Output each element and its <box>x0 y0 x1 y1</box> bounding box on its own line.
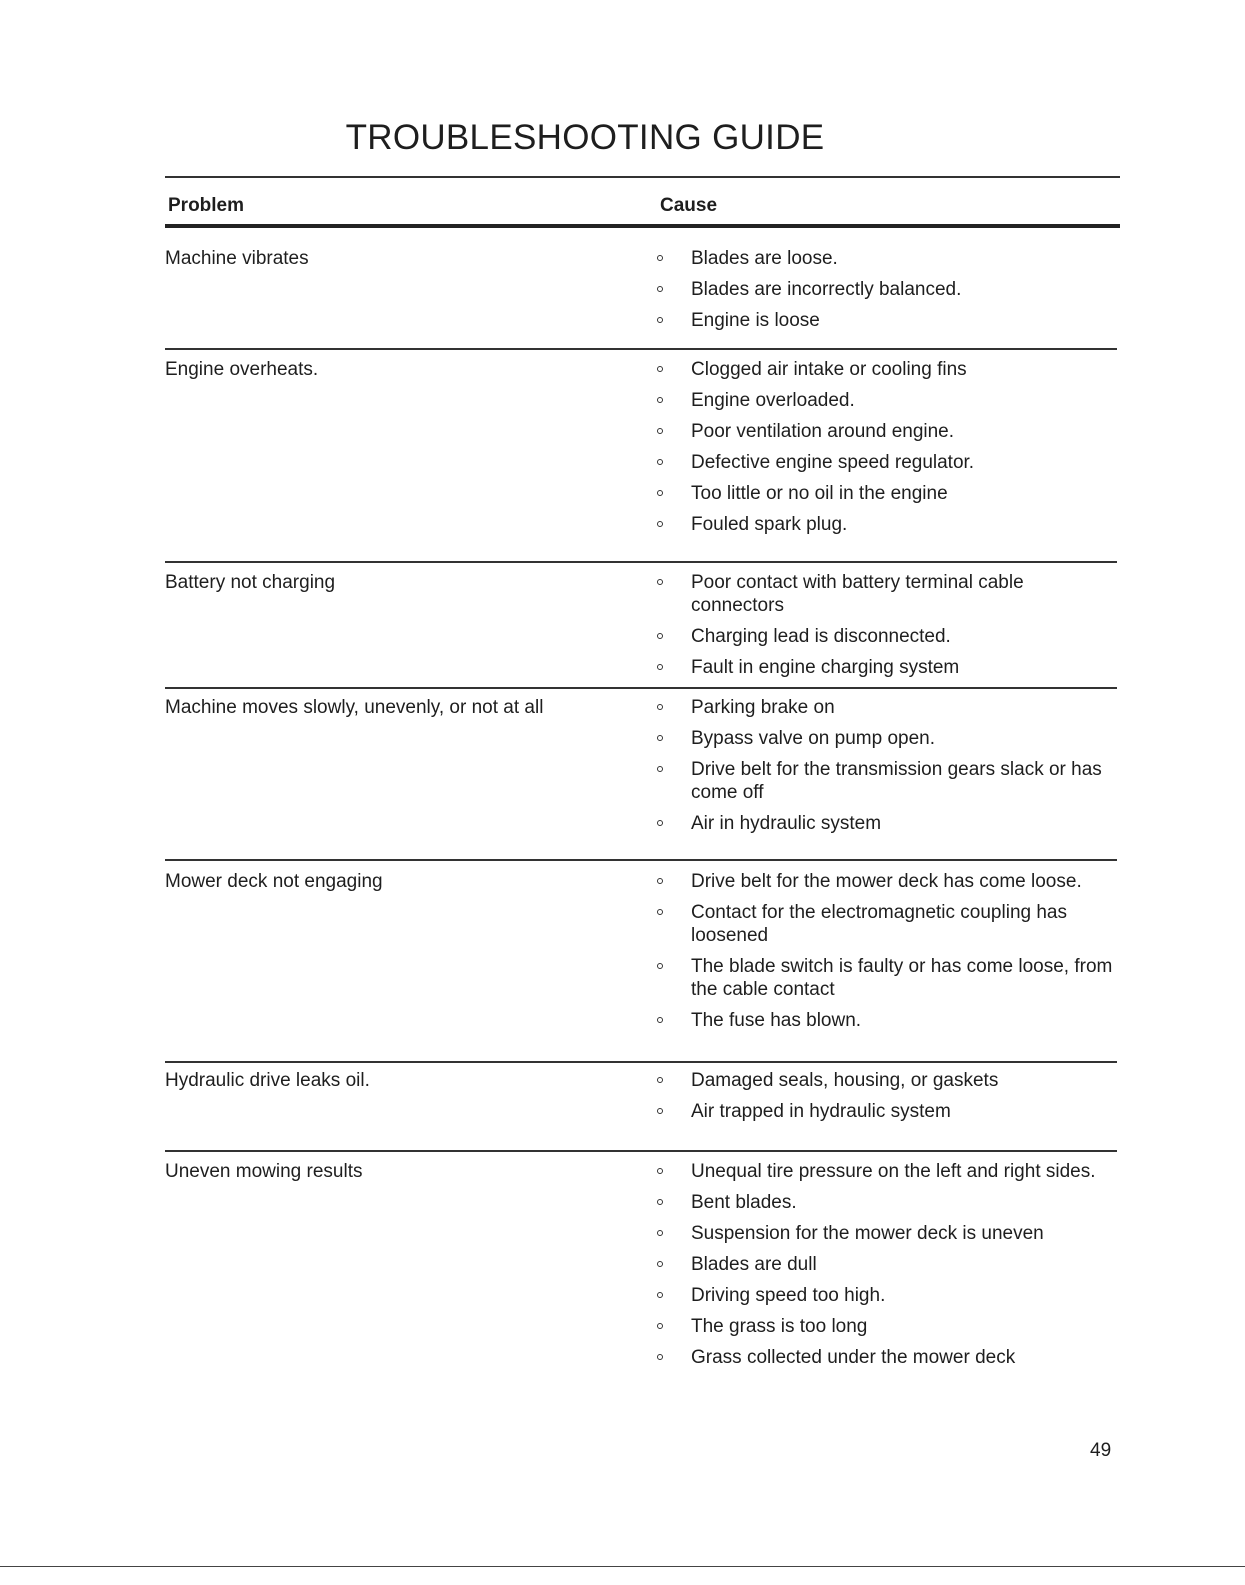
cause-list <box>657 571 1117 687</box>
header-cause: Cause <box>660 195 718 216</box>
bullet-icon <box>657 579 663 585</box>
problem-text: Mower deck not engaging <box>165 871 383 892</box>
row-separator <box>165 561 1117 563</box>
cause-item: Grass collected under the mower deck <box>657 1346 1117 1369</box>
bullet-icon <box>657 1199 663 1205</box>
bullet-icon <box>657 664 663 670</box>
cause-item: Parking brake on <box>657 696 1117 719</box>
page-number: 49 <box>1090 1440 1112 1461</box>
bullet-icon <box>657 1017 663 1023</box>
bullet-icon <box>657 286 663 292</box>
bullet-icon <box>657 1168 663 1174</box>
cause-item: Poor ventilation around engine. <box>657 420 1117 443</box>
row-separator <box>165 859 1117 861</box>
cause-item: The fuse has blown. <box>657 1009 1117 1032</box>
problem-text: Machine moves slowly, unevenly, or not at all <box>165 697 544 718</box>
cause-item: Clogged air intake or cooling fins <box>657 358 1117 381</box>
bullet-icon <box>657 766 663 772</box>
cause-item: Engine is loose <box>657 309 1117 332</box>
bullet-icon <box>657 1261 663 1267</box>
cause-item: Fault in engine charging system <box>657 656 1117 679</box>
header-problem: Problem <box>168 195 245 216</box>
cause-item: Bent blades. <box>657 1191 1117 1214</box>
cause-list <box>657 696 1117 843</box>
row-separator <box>165 1061 1117 1063</box>
problem-text: Battery not charging <box>165 572 336 593</box>
cause-item: The blade switch is faulty or has come loose, from the cable contact <box>657 955 1117 1001</box>
cause-item: Unequal tire pressure on the left and right sides. <box>657 1160 1117 1183</box>
bullet-icon <box>657 963 663 969</box>
cause-item: Driving speed too high. <box>657 1284 1117 1307</box>
bullet-icon <box>657 1077 663 1083</box>
bullet-icon <box>657 1230 663 1236</box>
cause-list <box>657 870 1117 1040</box>
bullet-icon <box>657 1292 663 1298</box>
bullet-icon <box>657 1108 663 1114</box>
cause-item: Charging lead is disconnected. <box>657 625 1117 648</box>
bullet-icon <box>657 366 663 372</box>
bullet-icon <box>657 255 663 261</box>
bullet-icon <box>657 521 663 527</box>
bullet-icon <box>657 490 663 496</box>
cause-item: Contact for the electromagnetic coupling has loosened <box>657 901 1117 947</box>
problem-text: Engine overheats. <box>165 359 319 380</box>
bullet-icon <box>657 397 663 403</box>
cause-item: Poor contact with battery terminal cable connectors <box>657 571 1117 617</box>
row-separator <box>165 348 1117 350</box>
bullet-icon <box>657 317 663 323</box>
cause-item: The grass is too long <box>657 1315 1117 1338</box>
row-separator <box>165 1150 1117 1152</box>
table-header <box>165 195 1120 221</box>
top-rule <box>165 176 1120 178</box>
cause-item: Fouled spark plug. <box>657 513 1117 536</box>
cause-item: Engine overloaded. <box>657 389 1117 412</box>
bullet-icon <box>657 735 663 741</box>
header-rule <box>165 224 1120 228</box>
bullet-icon <box>657 878 663 884</box>
cause-item: Defective engine speed regulator. <box>657 451 1117 474</box>
bullet-icon <box>657 1323 663 1329</box>
cause-item: Bypass valve on pump open. <box>657 727 1117 750</box>
cause-item: Blades are loose. <box>657 247 1117 270</box>
cause-item: Drive belt for the mower deck has come loose. <box>657 870 1117 893</box>
bullet-icon <box>657 909 663 915</box>
problem-text: Hydraulic drive leaks oil. <box>165 1070 370 1091</box>
cause-list <box>657 247 1117 340</box>
cause-item: Drive belt for the transmission gears slack or has come off <box>657 758 1117 804</box>
page-title: TROUBLESHOOTING GUIDE <box>345 118 825 157</box>
cause-list <box>657 1160 1117 1377</box>
cause-item: Too little or no oil in the engine <box>657 482 1117 505</box>
cause-item: Air in hydraulic system <box>657 812 1117 835</box>
problem-text: Machine vibrates <box>165 248 309 269</box>
bullet-icon <box>657 459 663 465</box>
cause-item: Damaged seals, housing, or gaskets <box>657 1069 1117 1092</box>
cause-item: Blades are incorrectly balanced. <box>657 278 1117 301</box>
row-separator <box>165 687 1117 689</box>
cause-item: Air trapped in hydraulic system <box>657 1100 1117 1123</box>
bullet-icon <box>657 428 663 434</box>
bullet-icon <box>657 633 663 639</box>
problem-text: Uneven mowing results <box>165 1161 363 1182</box>
cause-item: Blades are dull <box>657 1253 1117 1276</box>
bullet-icon <box>657 1354 663 1360</box>
cause-list <box>657 358 1117 544</box>
cause-item: Suspension for the mower deck is uneven <box>657 1222 1117 1245</box>
bottom-edge-line <box>0 1566 1245 1567</box>
cause-list <box>657 1069 1117 1131</box>
bullet-icon <box>657 820 663 826</box>
bullet-icon <box>657 704 663 710</box>
